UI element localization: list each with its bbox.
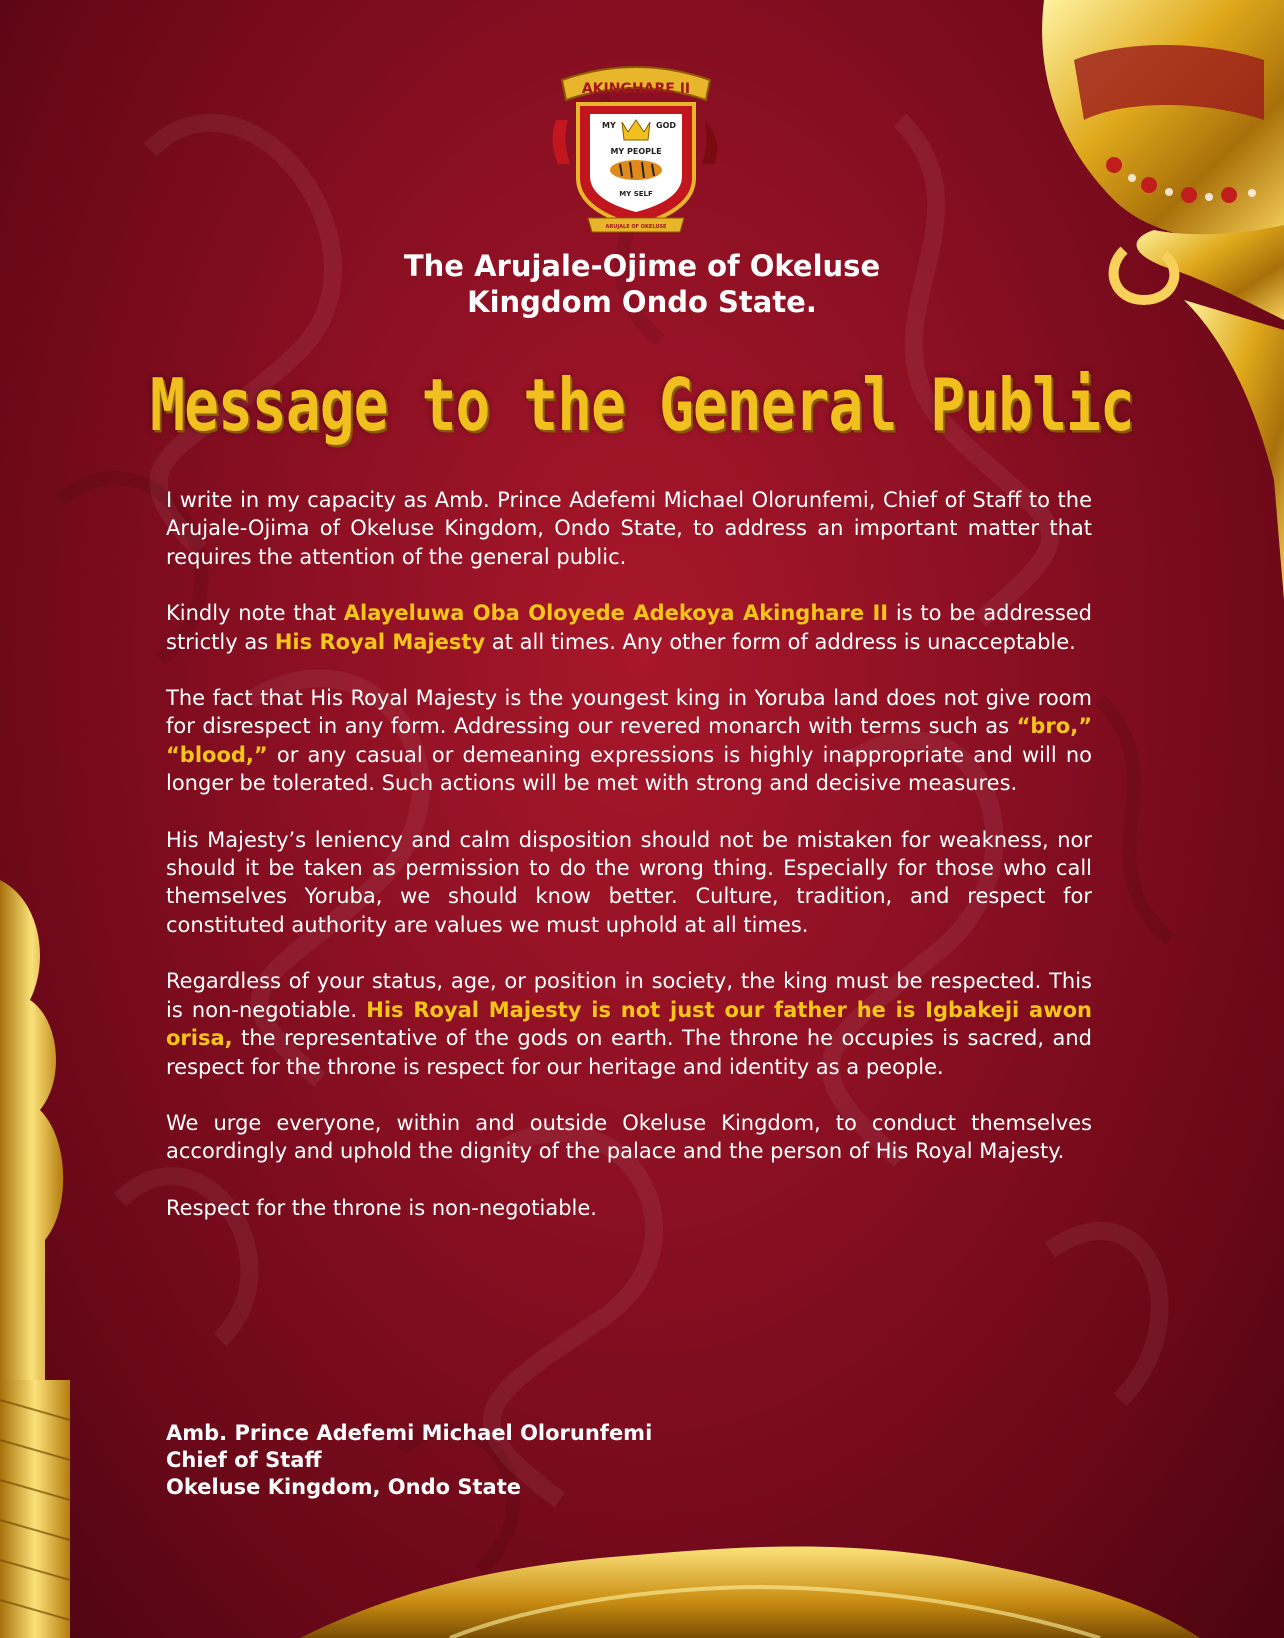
p2-text-e: at all times. Any other form of address is unacceptable. [485, 629, 1076, 654]
title-highlight: His Royal Majesty [274, 629, 486, 654]
p2-text-c: is to be addressed strictly as [166, 601, 1093, 654]
orisa-highlight: His Royal Majesty is not just our father he is Igbakeji awon orisa, [166, 997, 1092, 1051]
signatory-location: Okeluse Kingdom, Ondo State [166, 1475, 521, 1499]
crest-banner-text: AKINGHARE II [581, 81, 691, 97]
paragraph-address-form [166, 599, 1092, 656]
p2-text-a: Kindly note that [166, 601, 344, 626]
kingdom-title-line1: The Arujale-Ojime of Okeluse [403, 249, 881, 283]
crest-motto-middle: MY PEOPLE [610, 147, 662, 156]
p5-text-c: the representative of the gods on earth. The throne he occupies is sacred, and respect for the throne is respect for our heritage and identity as a people. [166, 1026, 1092, 1079]
paragraph-respect [166, 967, 1092, 1081]
crest-motto-bottom: MY SELF [619, 190, 653, 198]
p3-text-c: or any casual or demeaning expressions is highly inappropriate and will no longer be tolerated. Such actions will be met with strong and decisive measures. [166, 742, 1092, 796]
paragraph-closing: Respect for the throne is non-negotiable. [166, 1195, 597, 1220]
golden-scepter-image [0, 880, 90, 1638]
crest-ribbon-text: ARUJALE OF OKELUSE [605, 224, 667, 230]
signatory-name: Amb. Prince Adefemi Michael Olorunfemi [166, 1421, 653, 1445]
signature-block [166, 1420, 652, 1501]
golden-drape-image [300, 1528, 1200, 1638]
slang-terms-highlight: “bro,” “blood,” [166, 714, 1092, 767]
message-headline: Message to the General Public [150, 362, 1134, 448]
crest-motto-right: GOD [656, 121, 677, 130]
kingdom-title-line2: Kingdom Ondo State. [467, 285, 817, 319]
p5-text-a: Regardless of your status, age, or position in society, the king must be respected. This is non-negotiable. [166, 969, 1092, 1022]
message-body [166, 486, 1092, 1250]
akinghare-crest-logo [548, 60, 724, 238]
king-name-highlight: Alayeluwa Oba Oloyede Adekoya Akinghare II [343, 601, 889, 626]
paragraph-urge: We urge everyone, within and outside Okeluse Kingdom, to conduct themselves accordingly and uphold the dignity of the palace and the person of His Royal Majesty. [166, 1110, 1092, 1164]
kingdom-title [0, 248, 1284, 320]
signatory-title: Chief of Staff [166, 1448, 322, 1472]
paragraph-leniency: His Majesty’s leniency and calm disposition should not be mistaken for weakness, nor should it be taken as permission to do the wrong thing. Especially for those who call themselves Yoruba, we should know better. Culture, tradition, and respect for constituted authority are values we must uphold at all times. [166, 827, 1092, 937]
p3-text-a: The fact that His Royal Majesty is the youngest king in Yoruba land does not give room for disrespect in any form. Addressing our revered monarch with terms such as [166, 686, 1092, 739]
crest-motto-left: MY [602, 121, 616, 130]
paragraph-intro: I write in my capacity as Amb. Prince Adefemi Michael Olorunfemi, Chief of Staff to the Arujale-Ojima of Okeluse Kingdom, Ondo State, to address an important matter that requires the attention of the general public. [166, 488, 1092, 569]
paragraph-disrespect [166, 684, 1092, 798]
